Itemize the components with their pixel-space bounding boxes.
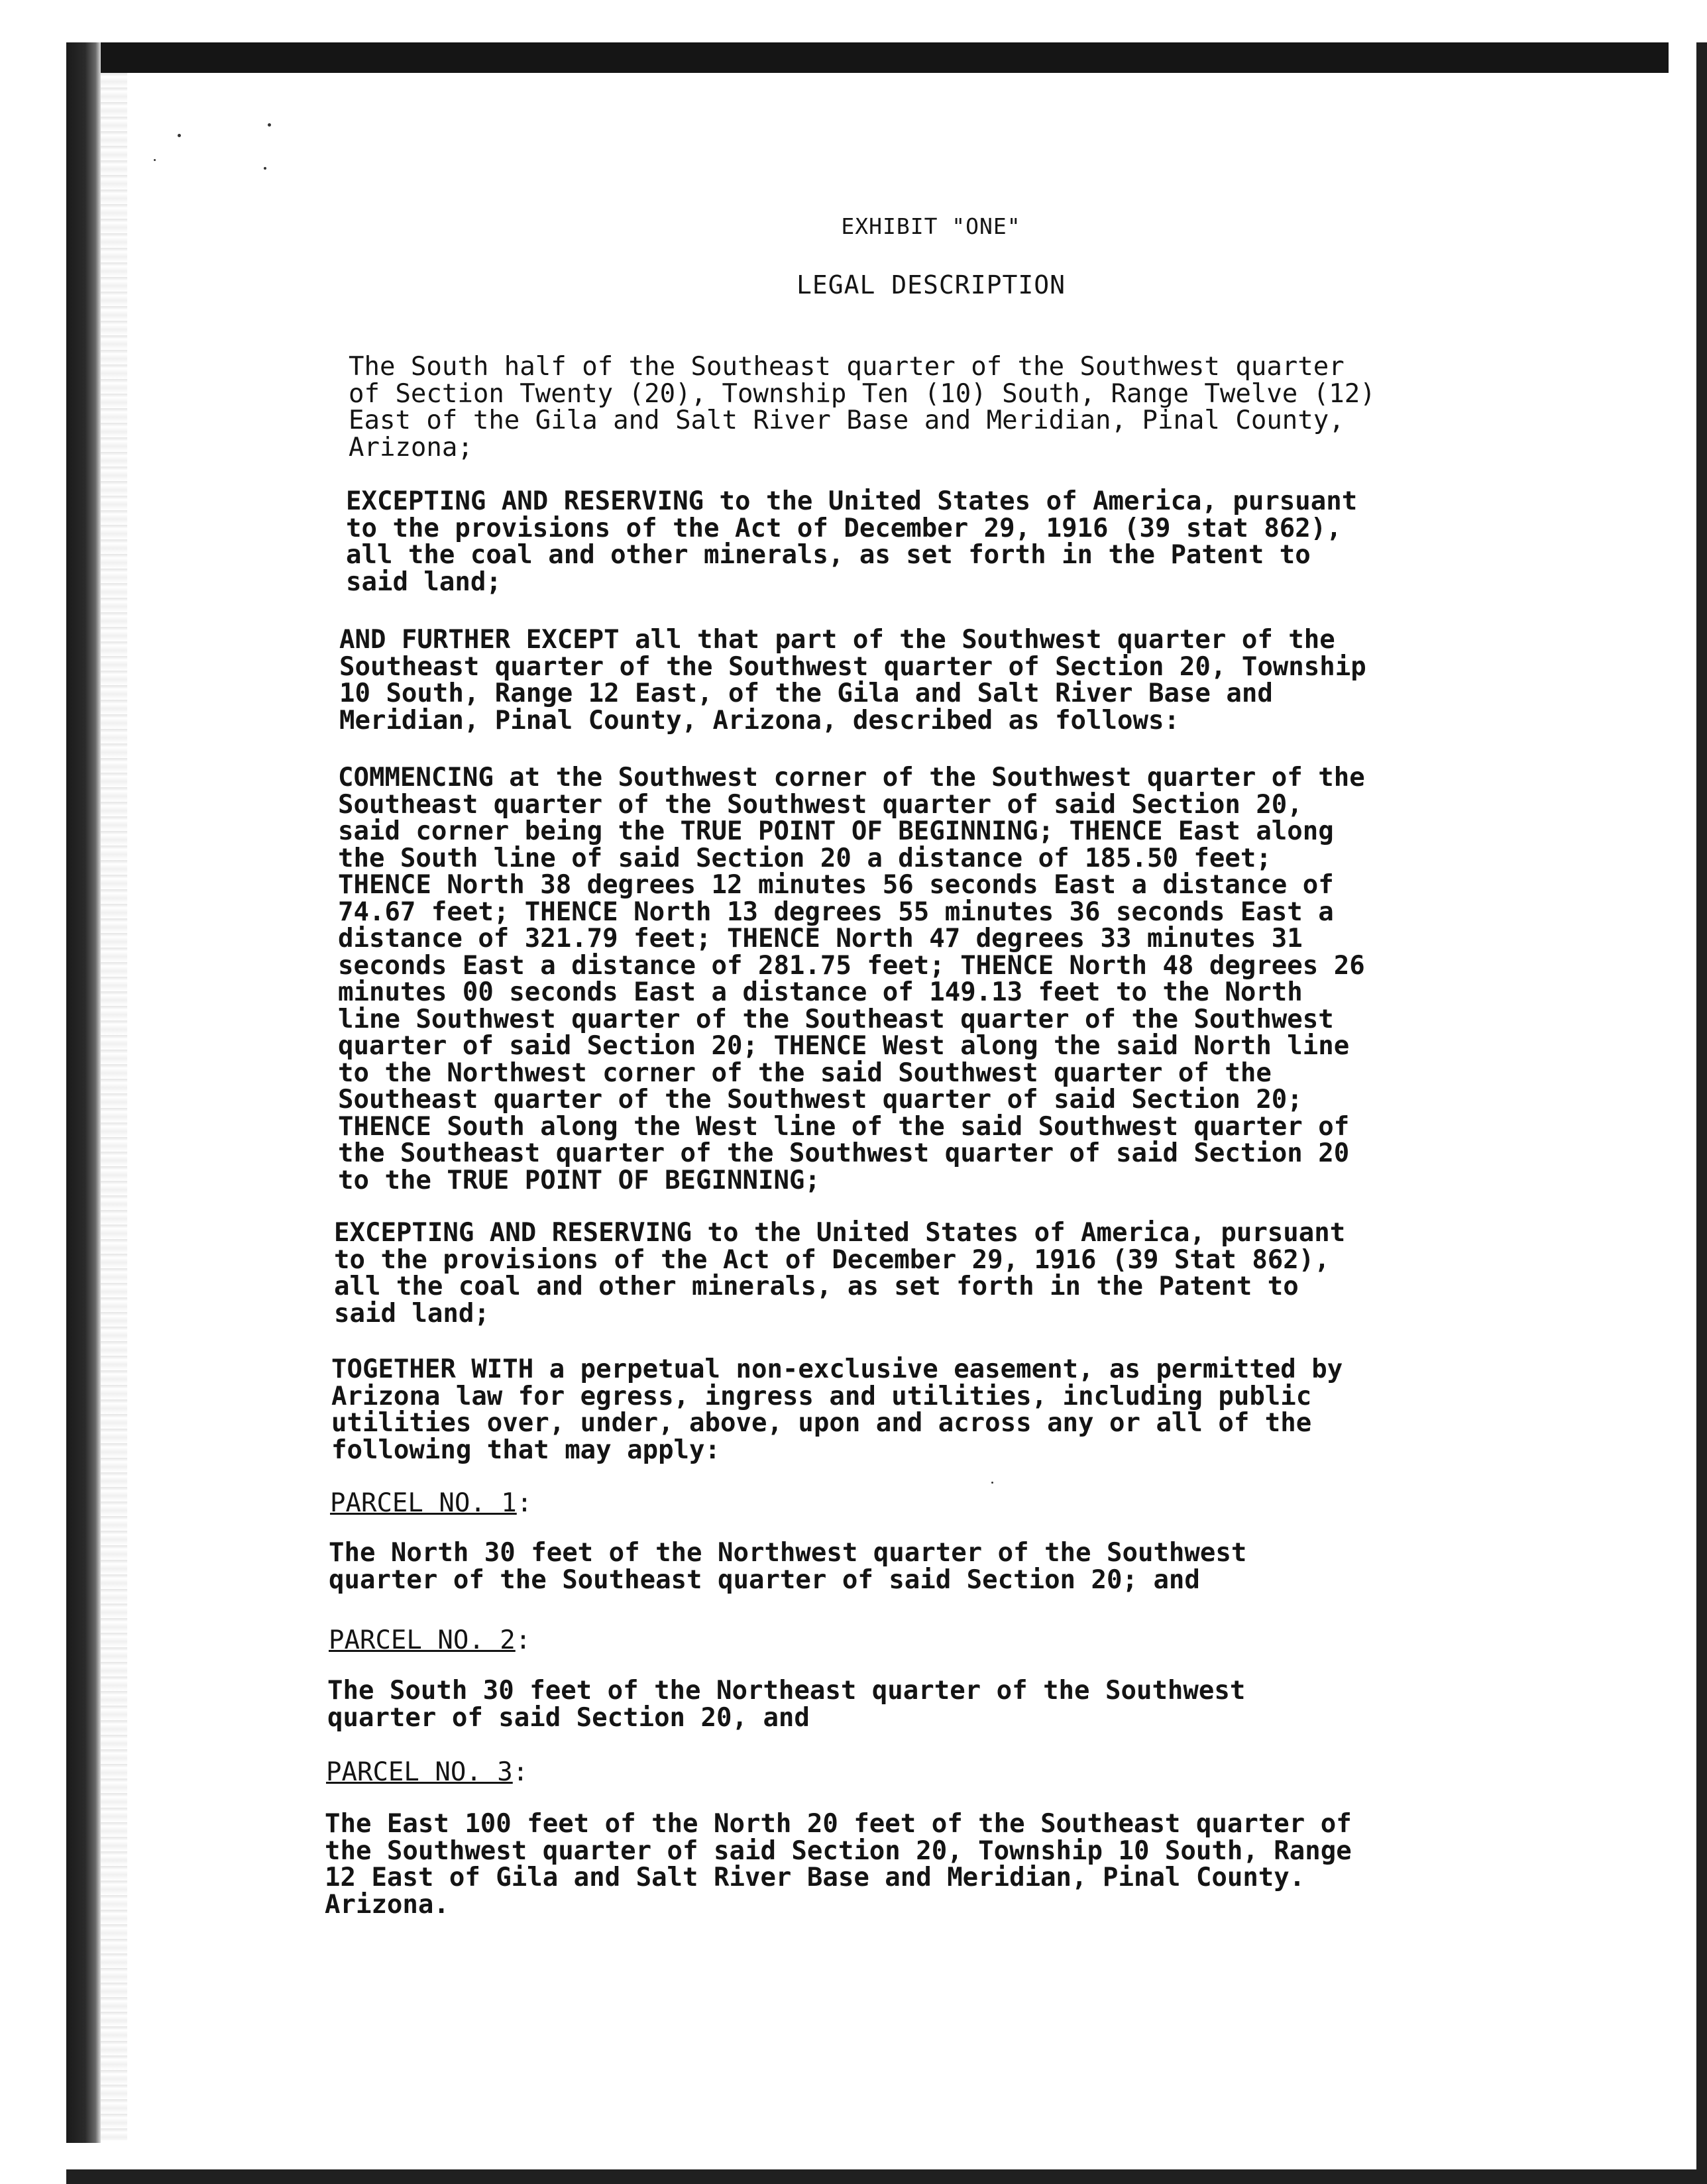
parcel-3-text: The East 100 feet of the North 20 feet of the Southeast quarter of the Southwest quarter of said Section 20, Township 10 South, Range 12 East of Gila and Salt River Base and Meridian, Pinal County. Arizona. (325, 1809, 1352, 1920)
parcel-3-title-text: PARCEL NO. 3 (326, 1757, 513, 1787)
paragraph-further-except: AND FURTHER EXCEPT all that part of the Southwest quarter of the Southeast quarter of the Southwest quarter of Section 20, Township 10 South, Range 12 East, of the Gila and Salt River Base and Meridian, Pinal County, Arizona, described as follows: (339, 625, 1366, 736)
parcel-1-title-text: PARCEL NO. 1 (330, 1488, 517, 1518)
parcel-1-title-suffix: : (516, 1488, 533, 1518)
scan-left-speckle (101, 73, 127, 2140)
scan-speck (264, 167, 266, 170)
parcel-1-text: The North 30 feet of the Northwest quarter of the Southwest quarter of the Southeast quarter of said Section 20; and (329, 1538, 1247, 1595)
parcel-1-title (330, 1490, 532, 1517)
parcel-2-text: The South 30 feet of the Northeast quarter of the Southwest quarter of said Section 20, and (327, 1676, 1246, 1733)
exhibit-title: EXHIBIT "ONE" (841, 213, 1021, 239)
parcel-2-title (329, 1627, 531, 1654)
scan-left-edge (66, 42, 101, 2143)
paragraph-parcel-description: The South half of the Southeast quarter of the Southwest quarter of Section Twenty (20), Township Ten (10) South, Range Twelve (12) East of the Gila and Salt River Base and Meridian, Pinal County, Arizona; (349, 352, 1376, 463)
paragraph-excepting-reserving: EXCEPTING AND RESERVING to the United States of America, pursuant to the provisions of the Act of December 29, 1916 (39 stat 862), all the coal and other minerals, as set forth in the Patent to said land; (346, 486, 1358, 597)
scan-speck (178, 134, 181, 137)
scan-bottom-edge (66, 2169, 1707, 2184)
scan-top-edge (78, 42, 1669, 73)
scan-speck (991, 1482, 993, 1484)
parcel-3-title (326, 1759, 528, 1786)
scan-right-edge (1696, 42, 1707, 2184)
parcel-3-title-suffix: : (512, 1757, 529, 1787)
scan-speck (154, 159, 156, 161)
paragraph-excepting-reserving-2: EXCEPTING AND RESERVING to the United States of America, pursuant to the provisions of the Act of December 29, 1916 (39 Stat 862), all the coal and other minerals, as set forth in the Patent to said land; (334, 1218, 1346, 1329)
paragraph-commencing: COMMENCING at the Southwest corner of the Southwest quarter of the Southeast quarter of the Southwest quarter of said Section 20, said corner being the TRUE POINT OF BEGINNING; THENCE East along the South line of said Section 20 a distance of 185.50 feet; THENCE North 38 degrees 12 minutes 56 seconds East a distance of 74.67 feet; THENCE North 13 degrees 55 minutes 36 seconds East a distance of 321.79 feet; THENCE North 47 degrees 33 minutes 31 seconds East a distance of 281.75 feet; THENCE North 48 degrees 26 minutes 00 seconds East a distance of 149.13 feet to the North line Southwest quarter of the Southeast quarter of the Southwest quarter of said Section 20; THENCE West along the said North line to the Northwest corner of the said Southwest quarter of the Southeast quarter of the Southwest quarter of said Section 20; THENCE South along the West line of the said Southwest quarter of the Southeast quarter of the Southwest quarter of said Section 20 to the TRUE POINT OF BEGINNING; (338, 763, 1365, 1195)
paragraph-together-with: TOGETHER WITH a perpetual non-exclusive easement, as permitted by Arizona law for egress, ingress and utilities, including public utilities over, under, above, upon and across any or all of the following that may apply: (331, 1354, 1343, 1465)
scan-speck (268, 123, 271, 127)
parcel-2-title-text: PARCEL NO. 2 (329, 1625, 516, 1655)
parcel-2-title-suffix: : (515, 1625, 531, 1655)
document-heading: LEGAL DESCRIPTION (797, 270, 1066, 300)
